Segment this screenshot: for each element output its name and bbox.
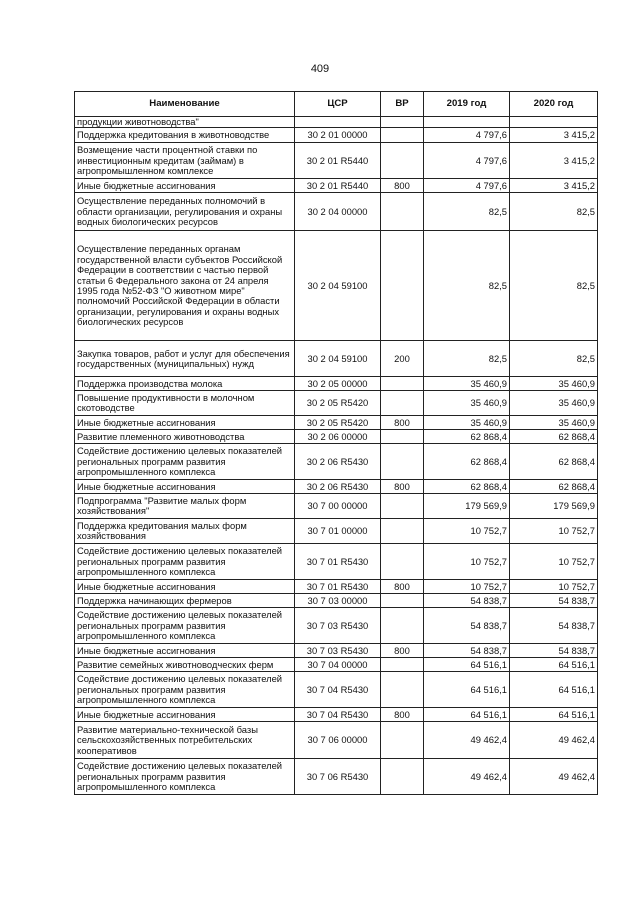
table-row (75, 644, 598, 658)
cell-csr (295, 117, 381, 128)
cell-csr: 30 2 05 00000 (295, 377, 381, 391)
cell-name: продукции животноводства" (75, 117, 295, 128)
cell-2019: 82,5 (424, 193, 510, 231)
cell-vr: 800 (381, 416, 424, 430)
cell-name: Содействие достижению целевых показателей региональных программ развития агропромышленного комплекса (75, 544, 295, 580)
cell-2020: 35 460,9 (510, 416, 598, 430)
cell-vr (381, 519, 424, 544)
cell-vr: 800 (381, 179, 424, 193)
budget-table (74, 91, 598, 795)
cell-name: Иные бюджетные ассигнования (75, 708, 295, 722)
cell-2020: 62 868,4 (510, 444, 598, 480)
cell-2019: 35 460,9 (424, 391, 510, 416)
cell-csr: 30 7 01 R5430 (295, 544, 381, 580)
cell-2020: 49 462,4 (510, 722, 598, 759)
cell-2019: 49 462,4 (424, 722, 510, 759)
cell-2020: 54 838,7 (510, 644, 598, 658)
cell-2019: 54 838,7 (424, 608, 510, 644)
cell-name: Осуществление переданных полномочий в области организации, регулирования и охраны водных биологических ресурсов (75, 193, 295, 231)
cell-2020: 3 415,2 (510, 128, 598, 143)
cell-2020: 82,5 (510, 231, 598, 341)
cell-2019: 10 752,7 (424, 580, 510, 594)
table-body (75, 117, 598, 795)
table-row (75, 231, 598, 341)
cell-vr: 800 (381, 480, 424, 494)
cell-csr: 30 7 00 00000 (295, 494, 381, 519)
table-row (75, 672, 598, 708)
page-number: 409 (310, 63, 330, 75)
cell-name: Иные бюджетные ассигнования (75, 480, 295, 494)
cell-name: Возмещение части процентной ставки по инвестиционным кредитам (займам) в агропромышленном комплексе (75, 143, 295, 179)
cell-name: Подпрограмма "Развитие малых форм хозяйствования" (75, 494, 295, 519)
cell-csr: 30 2 06 R5430 (295, 480, 381, 494)
cell-2019: 64 516,1 (424, 672, 510, 708)
cell-csr: 30 2 04 59100 (295, 341, 381, 377)
cell-csr: 30 7 06 00000 (295, 722, 381, 759)
cell-2019: 49 462,4 (424, 759, 510, 795)
cell-2020: 179 569,9 (510, 494, 598, 519)
cell-name: Поддержка кредитования в животноводстве (75, 128, 295, 143)
cell-2020: 62 868,4 (510, 430, 598, 444)
cell-vr (381, 430, 424, 444)
cell-vr (381, 117, 424, 128)
cell-2020: 3 415,2 (510, 143, 598, 179)
header-row (75, 92, 598, 117)
cell-name: Развитие племенного животноводства (75, 430, 295, 444)
cell-csr: 30 7 03 R5430 (295, 608, 381, 644)
cell-csr: 30 2 06 R5430 (295, 444, 381, 480)
cell-name: Иные бюджетные ассигнования (75, 416, 295, 430)
cell-2020: 54 838,7 (510, 608, 598, 644)
table-row (75, 377, 598, 391)
cell-name: Иные бюджетные ассигнования (75, 179, 295, 193)
cell-vr: 200 (381, 341, 424, 377)
cell-2019: 10 752,7 (424, 544, 510, 580)
table-row (75, 193, 598, 231)
cell-2020: 62 868,4 (510, 480, 598, 494)
cell-2020: 10 752,7 (510, 580, 598, 594)
table-row (75, 430, 598, 444)
cell-2020: 64 516,1 (510, 708, 598, 722)
cell-2019: 82,5 (424, 231, 510, 341)
cell-2020: 10 752,7 (510, 519, 598, 544)
cell-2020: 3 415,2 (510, 179, 598, 193)
cell-csr: 30 7 04 R5430 (295, 672, 381, 708)
cell-2019 (424, 117, 510, 128)
cell-2020: 82,5 (510, 341, 598, 377)
cell-2019: 62 868,4 (424, 444, 510, 480)
cell-csr: 30 2 05 R5420 (295, 391, 381, 416)
cell-csr: 30 2 01 00000 (295, 128, 381, 143)
cell-name: Развитие материально-технической базы сельскохозяйственных потребительских кооперативов (75, 722, 295, 759)
table-row (75, 759, 598, 795)
table-row (75, 391, 598, 416)
table-row (75, 580, 598, 594)
cell-vr (381, 594, 424, 608)
cell-vr (381, 193, 424, 231)
cell-vr (381, 672, 424, 708)
header-csr: ЦСР (295, 92, 381, 117)
cell-2019: 35 460,9 (424, 377, 510, 391)
cell-csr: 30 7 06 R5430 (295, 759, 381, 795)
cell-name: Иные бюджетные ассигнования (75, 644, 295, 658)
header-2020: 2020 год (510, 92, 598, 117)
cell-name: Осуществление переданных органам государственной власти субъектов Российской Федерации в соответствии с частью первой статьи 6 Федерального закона от 24 апреля 1995 года №52-ФЗ "О животном мире" полномочий Российской Федерации в области организации, регулирования и охраны водных биологических ресурсов (75, 231, 295, 341)
cell-csr: 30 2 01 R5440 (295, 179, 381, 193)
cell-vr (381, 128, 424, 143)
cell-vr (381, 377, 424, 391)
cell-csr: 30 7 01 00000 (295, 519, 381, 544)
cell-2020: 35 460,9 (510, 377, 598, 391)
cell-name: Содействие достижению целевых показателей региональных программ развития агропромышленного комплекса (75, 608, 295, 644)
cell-2019: 4 797,6 (424, 128, 510, 143)
table-row (75, 519, 598, 544)
cell-2019: 10 752,7 (424, 519, 510, 544)
cell-2020: 64 516,1 (510, 658, 598, 672)
cell-2020: 49 462,4 (510, 759, 598, 795)
cell-vr (381, 231, 424, 341)
cell-2020: 82,5 (510, 193, 598, 231)
cell-vr: 800 (381, 708, 424, 722)
cell-2019: 62 868,4 (424, 430, 510, 444)
cell-name: Содействие достижению целевых показателей региональных программ развития агропромышленного комплекса (75, 444, 295, 480)
cell-vr (381, 143, 424, 179)
cell-vr (381, 608, 424, 644)
table-row (75, 544, 598, 580)
cell-csr: 30 7 04 00000 (295, 658, 381, 672)
cell-name: Иные бюджетные ассигнования (75, 580, 295, 594)
cell-vr (381, 544, 424, 580)
table-row (75, 708, 598, 722)
cell-2020: 10 752,7 (510, 544, 598, 580)
cell-name: Содействие достижению целевых показателей региональных программ развития агропромышленного комплекса (75, 759, 295, 795)
cell-2019: 82,5 (424, 341, 510, 377)
cell-2019: 54 838,7 (424, 594, 510, 608)
cell-2020: 64 516,1 (510, 672, 598, 708)
cell-csr: 30 7 03 R5430 (295, 644, 381, 658)
table-row (75, 722, 598, 759)
cell-2019: 64 516,1 (424, 708, 510, 722)
cell-vr (381, 444, 424, 480)
cell-csr: 30 7 01 R5430 (295, 580, 381, 594)
cell-name: Содействие достижению целевых показателей региональных программ развития агропромышленного комплекса (75, 672, 295, 708)
cell-vr (381, 722, 424, 759)
cell-name: Развитие семейных животноводческих ферм (75, 658, 295, 672)
cell-name: Поддержка производства молока (75, 377, 295, 391)
cell-csr: 30 2 04 59100 (295, 231, 381, 341)
cell-2020 (510, 117, 598, 128)
cell-2019: 4 797,6 (424, 179, 510, 193)
table-row (75, 128, 598, 143)
table-row (75, 416, 598, 430)
cell-2020: 35 460,9 (510, 391, 598, 416)
cell-2019: 35 460,9 (424, 416, 510, 430)
cell-2019: 62 868,4 (424, 480, 510, 494)
cell-name: Закупка товаров, работ и услуг для обеспечения государственных (муниципальных) нужд (75, 341, 295, 377)
table-row (75, 658, 598, 672)
header-name: Наименование (75, 92, 295, 117)
cell-csr: 30 2 05 R5420 (295, 416, 381, 430)
cell-2020: 54 838,7 (510, 594, 598, 608)
table-row (75, 594, 598, 608)
cell-2019: 179 569,9 (424, 494, 510, 519)
cell-vr (381, 759, 424, 795)
table-row (75, 494, 598, 519)
table-row (75, 179, 598, 193)
cell-2019: 54 838,7 (424, 644, 510, 658)
cell-csr: 30 2 01 R5440 (295, 143, 381, 179)
cell-name: Повышение продуктивности в молочном скотоводстве (75, 391, 295, 416)
cell-2019: 64 516,1 (424, 658, 510, 672)
cell-csr: 30 7 03 00000 (295, 594, 381, 608)
cell-csr: 30 2 04 00000 (295, 193, 381, 231)
cell-name: Поддержка начинающих фермеров (75, 594, 295, 608)
header-vr: ВР (381, 92, 424, 117)
cell-csr: 30 2 06 00000 (295, 430, 381, 444)
cell-vr (381, 494, 424, 519)
table-row (75, 444, 598, 480)
table-row (75, 143, 598, 179)
table-row (75, 341, 598, 377)
table-row (75, 480, 598, 494)
cell-2019: 4 797,6 (424, 143, 510, 179)
cell-csr: 30 7 04 R5430 (295, 708, 381, 722)
cell-vr (381, 391, 424, 416)
header-2019: 2019 год (424, 92, 510, 117)
table-row (75, 117, 598, 128)
cell-vr (381, 658, 424, 672)
cell-vr: 800 (381, 644, 424, 658)
cell-name: Поддержка кредитования малых форм хозяйствования (75, 519, 295, 544)
table-row (75, 608, 598, 644)
cell-vr: 800 (381, 580, 424, 594)
